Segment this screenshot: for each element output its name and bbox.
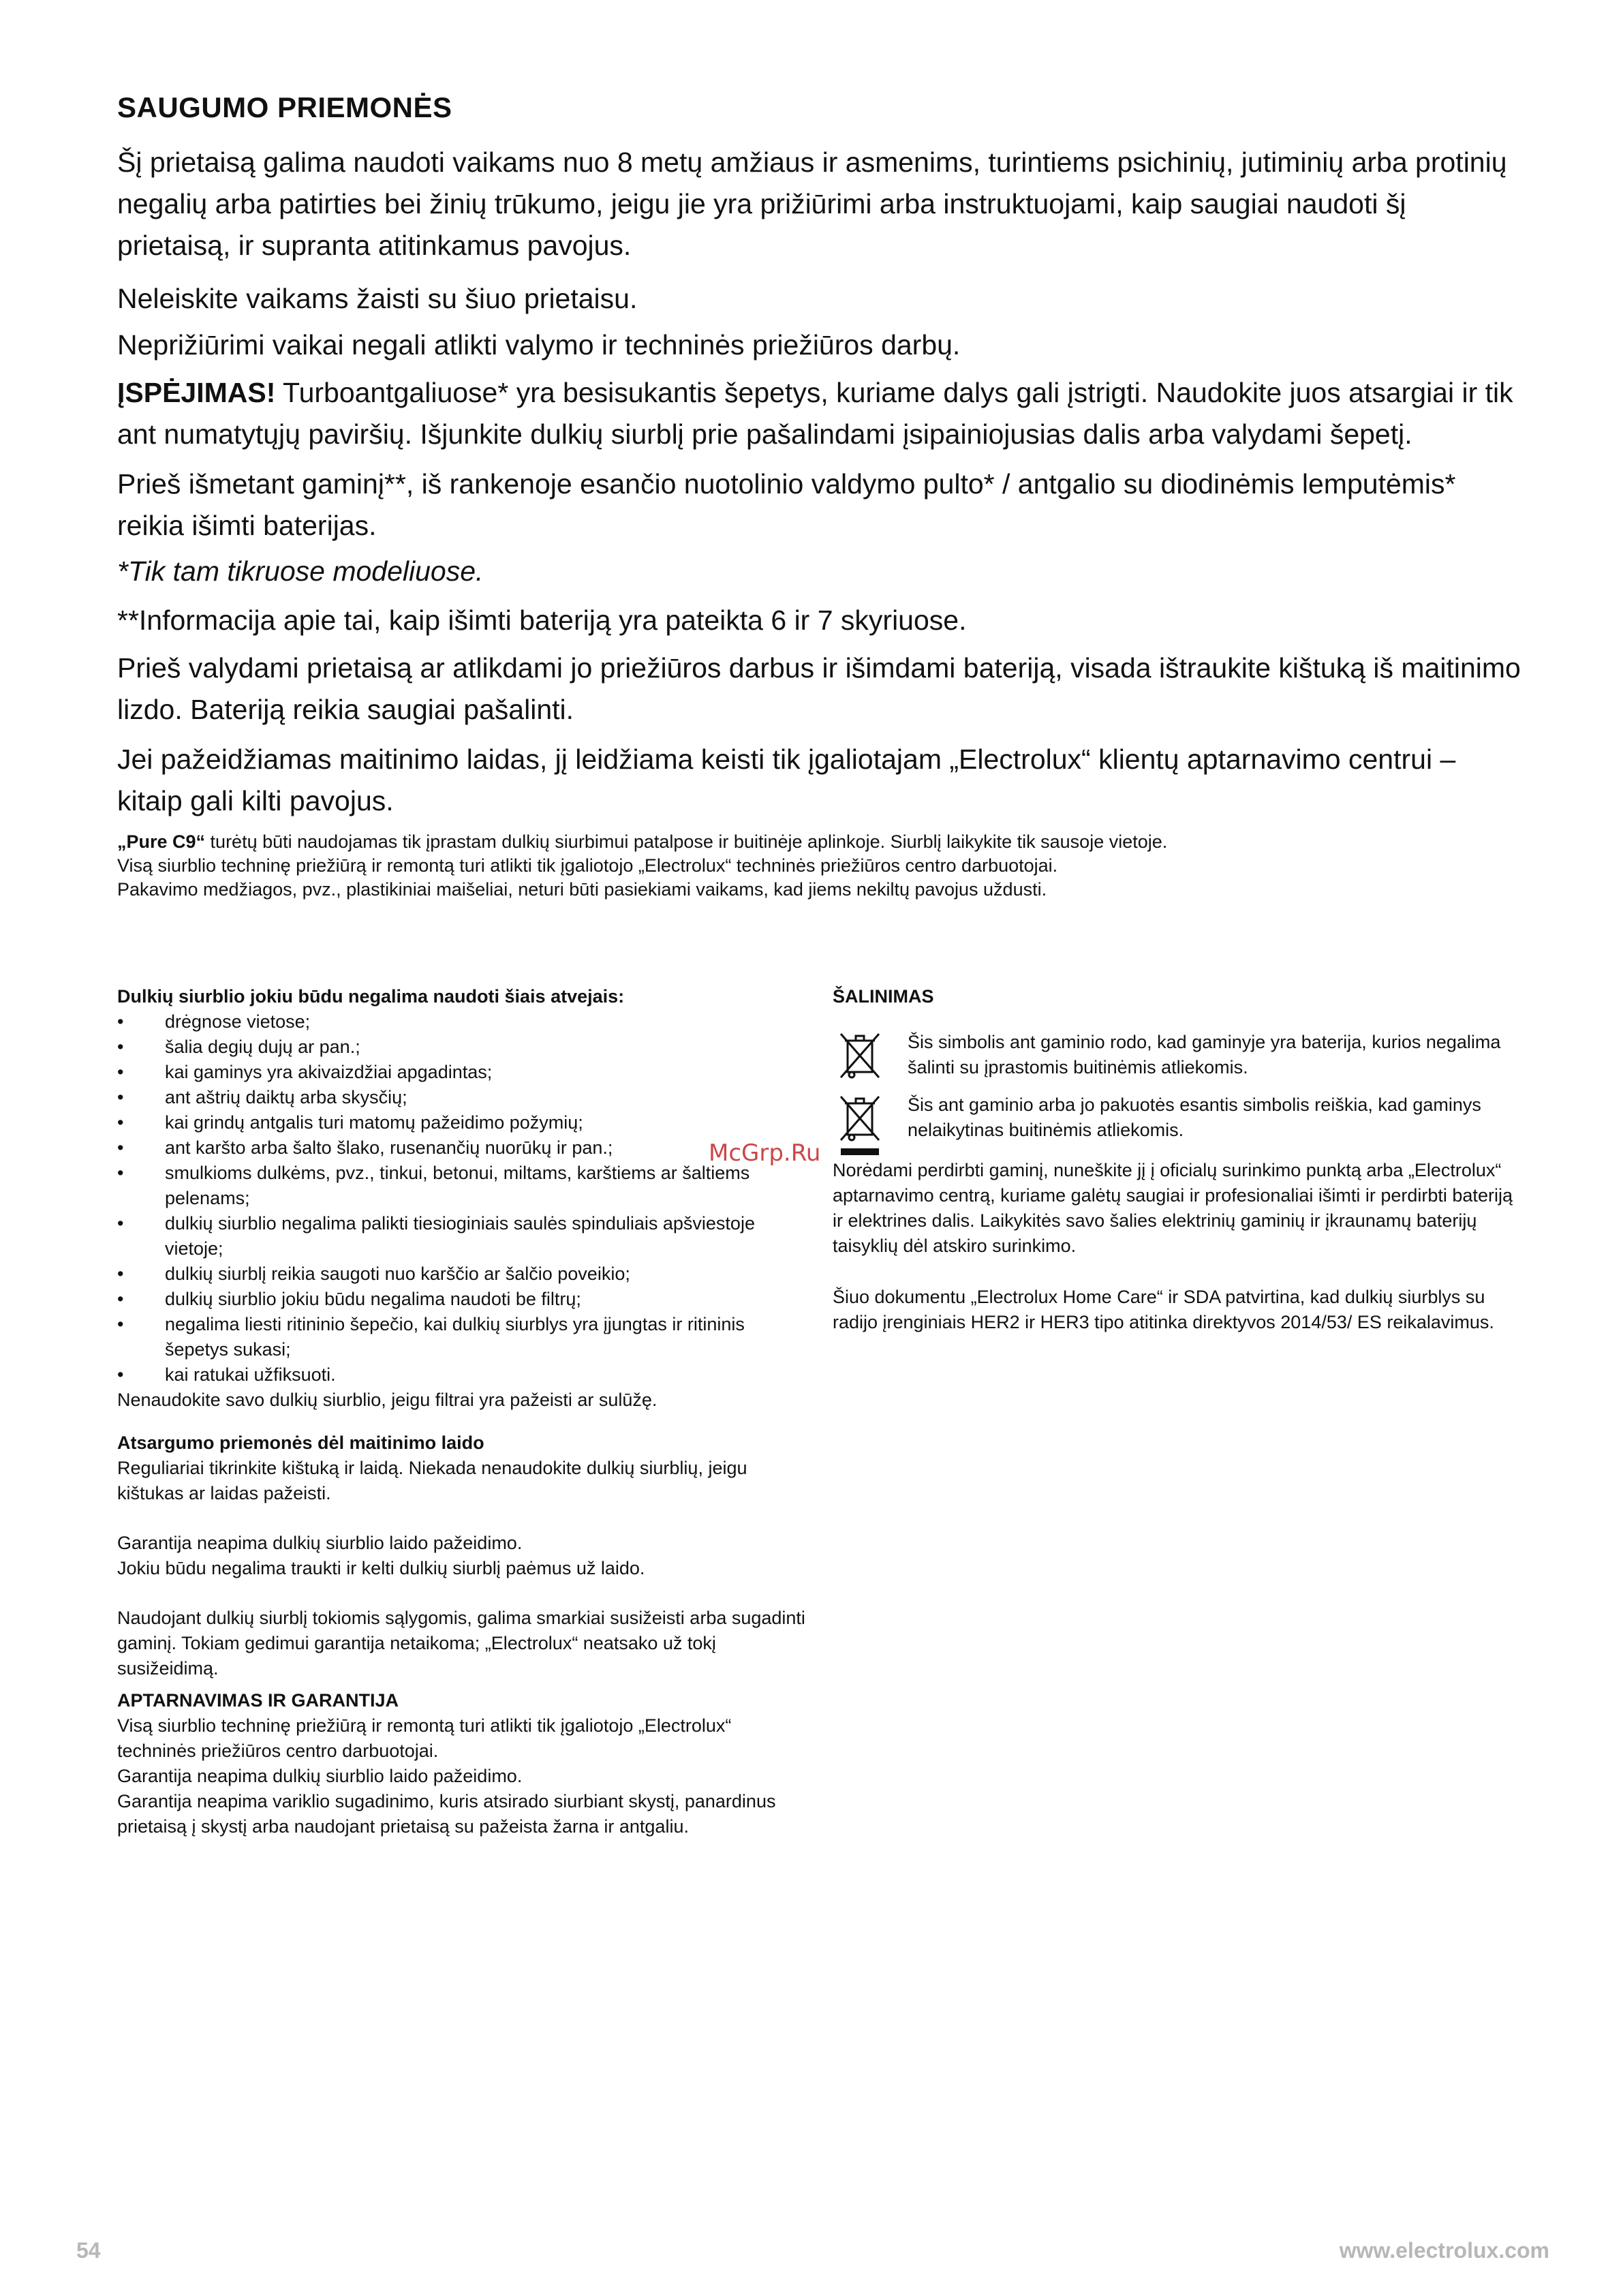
recycle-paragraph: Norėdami perdirbti gaminį, nuneškite jį į oficialų surinkimo punktą arba „Electrolux“ aptarnavimo centrą, kuriame galėtų saugiai ir profesionaliai išimti ir perdirbti bateriją ir elektrines dalis. Laikykitės savo šalies elektrinių gaminių ir įkraunamų baterijų taisyklių dėl atskiro surinkimo. <box>833 1160 1513 1256</box>
product-name: „Pure C9“ <box>117 831 206 852</box>
cord-check-paragraph: Reguliariai tikrinkite kištuką ir laidą. Niekada nenaudokite dulkių siurblių, jeigu kištukas ar laidas pažeisti. <box>117 1458 747 1503</box>
intro-paragraph-1: Šį prietaisą galima naudoti vaikams nuo 8 metų amžiaus ir asmenims, turintiems psichinių, jutiminių arba protinių negalių arba patirties bei žinių trūkumo, jeigu jie yra prižiūrimi arba instruktuojami, kaip saugiai naudoti šį prietaisą, ir supranta atitinkamus pavojus. <box>117 147 1507 261</box>
conditions-paragraph: Naudojant dulkių siurblį tokiomis sąlygomis, galima smarkiai susižeisti arba sugadinti gaminį. Tokiam gedimui garantija netaikoma; „Electrolux“ neatsako už tokį susižeidimą. <box>117 1608 805 1679</box>
left-column <box>117 984 805 1839</box>
list-item: • ant karšto arba šalto šlako, rusenančių nuorūkų ir pan.; <box>117 1135 805 1161</box>
service-paragraph-1: Visą siurblio techninę priežiūrą ir remontą turi atlikti tik įgaliotojo „Electrolux“ techninės priežiūros centro darbuotojai. <box>117 1715 732 1761</box>
list-item: • dulkių siurblio jokiu būdu negalima naudoti be filtrų; <box>117 1287 805 1312</box>
warning-text: Turboantgaliuose* yra besisukantis šepetys, kuriame dalys gali įstrigti. Naudokite juos atsargiai ir tik ant numatytųjų paviršių. Išjunkite dulkių siurblį prie pašalindami įsipainiojusias dalis arba valydami šepetį. <box>117 377 1513 450</box>
list-item: • kai gaminys yra akivaizdžiai apgadintas; <box>117 1060 805 1085</box>
intro-paragraph-5: Prieš išmetant gaminį**, iš rankenoje esančio nuotolinio valdymo pulto* / antgalio su diodinėmis lemputėmis* reikia išimti baterijas. <box>117 468 1456 541</box>
list-item: • kai grindų antgalis turi matomų pažeidimo požymių; <box>117 1110 805 1135</box>
heading-disposal: ŠALINIMAS <box>833 986 934 1007</box>
list-item: • kai ratukai užfiksuoti. <box>117 1362 805 1388</box>
battery-symbol-text: Šis simbolis ant gaminio rodo, kad gaminyje yra baterija, kurios negalima šalinti su įprastomis buitinėmis atliekomis. <box>908 1032 1501 1077</box>
heading-prohibited-use: Dulkių siurblio jokiu būdu negalima naudoti šiais atvejais: <box>117 986 625 1007</box>
weee-symbol-text: Šis ant gaminio arba jo pakuotės esantis simbolis reiškia, kad gaminys nelaikytinas buitinėmis atliekomis. <box>908 1095 1481 1140</box>
warning-label: ĮSPĖJIMAS! <box>117 377 276 408</box>
page-number: 54 <box>76 2238 101 2263</box>
list-item: • smulkioms dulkėms, pvz., tinkui, betonui, miltams, karštiems ar šaltiems pelenams; <box>117 1161 805 1211</box>
crossed-bin-icon <box>833 1030 887 1080</box>
intro-paragraph-9: Jei pažeidžiamas maitinimo laidas, jį leidžiama keisti tik įgaliotajam „Electrolux“ klientų aptarnavimo centrui – kitaip gali kilti pavojus. <box>117 744 1456 816</box>
warranty-cord-line: Garantija neapima dulkių siurblio laido pažeidimo. <box>117 1533 523 1553</box>
service-paragraph-3: Garantija neapima variklio sugadinimo, kuris atsirado siurbiant skystį, panardinus prietaisą į skystį arba naudojant prietaisą su pažeista žarna ir antgaliu. <box>117 1791 776 1837</box>
cord-pull-line: Jokiu būdu negalima traukti ir kelti dulkių siurblį paėmus už laido. <box>117 1558 645 1578</box>
small-note-3: Pakavimo medžiagos, pvz., plastikiniai maišeliai, neturi būti pasiekiami vaikams, kad jiems nekiltų pavojus uždusti. <box>117 879 1047 900</box>
heading-cord-safety: Atsargumo priemonės dėl maitinimo laido <box>117 1433 484 1453</box>
intro-paragraph-8: Prieš valydami prietaisą ar atlikdami jo priežiūros darbus ir išimdami bateriją, visada ištraukite kištuką iš maitinimo lizdo. Bateriją reikia saugiai pašalinti. <box>117 652 1521 725</box>
list-item: • drėgnose vietose; <box>117 1009 805 1035</box>
small-notes <box>117 830 1521 902</box>
weee-bin-icon <box>833 1092 887 1158</box>
small-note-2: Visą siurblio techninę priežiūrą ir remontą turi atlikti tik įgaliotojo „Electrolux“ techninės priežiūros centro darbuotojai. <box>117 855 1058 876</box>
prohibited-use-list <box>117 1009 805 1388</box>
warning-paragraph <box>117 372 1521 455</box>
list-item: • dulkių siurblio negalima palikti tiesioginiais saulės spinduliais apšviestoje vietoje; <box>117 1211 805 1261</box>
list-item: • negalima liesti ritininio šepečio, kai dulkių siurblys yra įjungtas ir ritininis šepetys sukasi; <box>117 1312 805 1362</box>
list-item: • ant aštrių daiktų arba skysčių; <box>117 1085 805 1110</box>
right-column <box>833 984 1514 1335</box>
list-item: • dulkių siurblį reikia saugoti nuo karščio ar šalčio poveikio; <box>117 1261 805 1287</box>
filters-note: Nenaudokite savo dulkių siurblio, jeigu filtrai yra pažeisti ar sulūžę. <box>117 1390 658 1410</box>
weee-symbol-row <box>833 1092 1514 1158</box>
battery-symbol-row <box>833 1030 1514 1080</box>
section-title: SAUGUMO PRIEMONĖS <box>117 91 452 123</box>
service-paragraph-2: Garantija neapima dulkių siurblio laido pažeidimo. <box>117 1766 523 1786</box>
intro-paragraph-3: Neprižiūrimi vaikai negali atlikti valymo ir techninės priežiūros darbų. <box>117 329 961 361</box>
heading-service-warranty: APTARNAVIMAS IR GARANTIJA <box>117 1690 399 1711</box>
footnote-models: *Tik tam tikruose modeliuose. <box>117 555 484 587</box>
compliance-paragraph: Šiuo dokumentu „Electrolux Home Care“ ir SDA patvirtina, kad dulkių siurblys su radijo įrenginiais HER2 ir HER3 tipo atitinka direktyvos 2014/53/ ES reikalavimus. <box>833 1287 1494 1332</box>
watermark-text: McGrp.Ru <box>709 1139 821 1167</box>
footnote-battery: **Informacija apie tai, kaip išimti bateriją yra pateikta 6 ir 7 skyriuose. <box>117 604 967 636</box>
intro-paragraph-2: Neleiskite vaikams žaisti su šiuo prietaisu. <box>117 283 638 314</box>
small-note-1: „Pure C9“ turėtų būti naudojamas tik įprastam dulkių siurbimui patalpose ir buitinėje aplinkoje. Siurblį laikykite tik sausoje vietoje. <box>117 831 1168 852</box>
footer-url-link[interactable]: www.electrolux.com <box>1339 2238 1549 2263</box>
list-item: • šalia degių dujų ar pan.; <box>117 1035 805 1060</box>
